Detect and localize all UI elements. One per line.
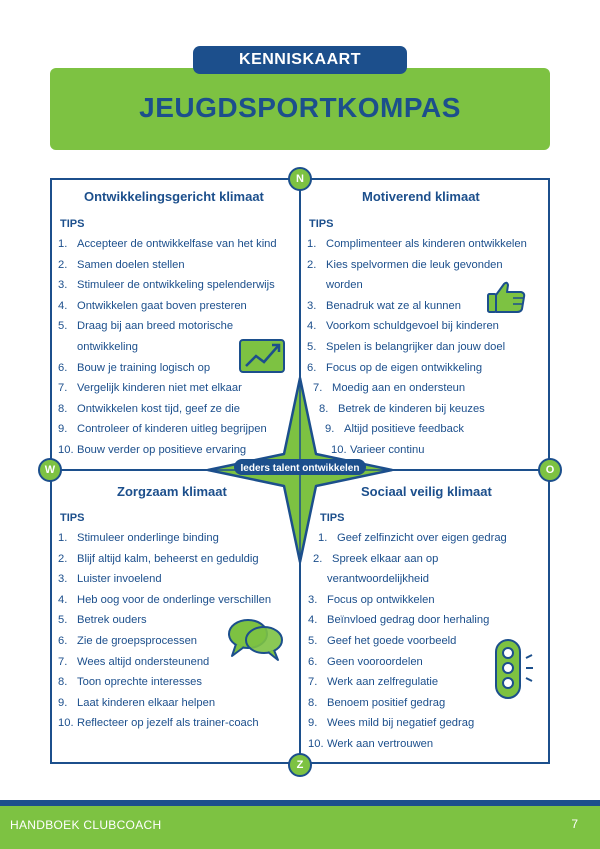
- list-item: ontwikkeling: [77, 340, 138, 353]
- footer: [0, 806, 600, 849]
- list-item: 9. Controleer of kinderen uitleg begrijpen: [58, 423, 267, 436]
- list-item: 10. Reflecteer op jezelf als trainer-coach: [58, 717, 259, 730]
- list-item: 9. Wees mild bij negatief gedrag: [308, 717, 475, 730]
- traffic-light-icon: [490, 636, 536, 706]
- tips-label: TIPS: [309, 218, 334, 230]
- list-item: 7. Vergelijk kinderen niet met elkaar: [58, 382, 242, 395]
- tips-label: TIPS: [320, 512, 345, 524]
- list-item: 6. Bouw je training logisch op: [58, 361, 211, 374]
- list-item: 10. Bouw verder op positieve ervaring: [58, 443, 247, 456]
- list-item: 3. Focus op ontwikkelen: [308, 593, 435, 606]
- list-item: 5. Betrek ouders: [58, 614, 147, 627]
- list-item: worden: [326, 279, 363, 292]
- list-item: 4. Heb oog voor de onderlinge verschillen: [58, 593, 272, 606]
- kenniskaart-tag: KENNISKAART: [193, 46, 407, 74]
- south-marker: Z: [288, 753, 312, 777]
- list-item: 9. Laat kinderen elkaar helpen: [58, 696, 216, 709]
- list-item: 4. Ontwikkelen gaat boven presteren: [58, 299, 247, 312]
- list-item: 7. Wees altijd ondersteunend: [58, 655, 210, 668]
- list-item: 5. Draag bij aan breed motorische: [58, 320, 234, 333]
- list-item: 1. Geef zelfinzicht over eigen gedrag: [318, 532, 507, 544]
- list-item: 8. Betrek de kinderen bij keuzes: [319, 402, 485, 415]
- list-item: 7. Moedig aan en ondersteun: [313, 382, 466, 395]
- list-item: 5. Geef het goede voorbeeld: [308, 634, 457, 647]
- quadrant-title-zorgzaam: Zorgzaam klimaat: [117, 484, 227, 499]
- list-item: 2. Samen doelen stellen: [58, 258, 185, 271]
- north-marker: N: [288, 167, 312, 191]
- list-item: 8. Toon oprechte interesses: [58, 676, 203, 689]
- list-item: 10. Varieer continu: [331, 443, 425, 456]
- list-item: 8. Benoem positief gedrag: [308, 696, 446, 709]
- quadrant-title-ontwikkelingsgericht: Ontwikkelingsgericht klimaat: [84, 189, 264, 204]
- list-item: 7. Werk aan zelfregulatie: [308, 676, 439, 689]
- east-marker: O: [538, 458, 562, 482]
- list-item: 3. Stimuleer de ontwikkeling spelenderwijs: [58, 279, 275, 292]
- list-item: 6. Geen vooroordelen: [308, 655, 423, 668]
- quadrant-title-motiverend: Motiverend klimaat: [362, 189, 480, 204]
- west-marker: W: [38, 458, 62, 482]
- page-title: JEUGDSPORTKOMPAS: [139, 92, 461, 123]
- list-item: 2. Spreek elkaar aan op: [313, 552, 439, 565]
- list-item: 4. Beïnvloed gedrag door herhaling: [308, 614, 490, 627]
- list-item: 2. Kies spelvormen die leuk gevonden: [307, 258, 503, 271]
- list-item: 6. Focus op de eigen ontwikkeling: [307, 361, 483, 374]
- speech-bubbles-icon: [226, 614, 286, 664]
- list-item: 4. Voorkom schuldgevoel bij kinderen: [307, 320, 499, 333]
- list-item: 10. Werk aan vertrouwen: [308, 737, 434, 750]
- list-item: 3. Benadruk wat ze al kunnen: [307, 299, 461, 312]
- title-banner: [50, 68, 550, 150]
- tips-label: TIPS: [60, 218, 85, 230]
- list-item: 1. Stimuleer onderlinge binding: [58, 532, 219, 544]
- compass-motto: Ieders talent ontwikkelen: [240, 463, 360, 474]
- growth-chart-icon: [238, 336, 290, 376]
- tips-label: TIPS: [60, 512, 85, 524]
- footer-title: HANDBOEK CLUBCOACH: [10, 818, 162, 832]
- list-item: 2. Blijf altijd kalm, beheerst en geduldig: [58, 552, 259, 565]
- list-item: 3. Luister invoelend: [58, 573, 162, 586]
- quadrant-title-sociaal-veilig: Sociaal veilig klimaat: [361, 484, 492, 499]
- thumbs-up-icon: [486, 280, 528, 314]
- list-item: 9. Altijd positieve feedback: [325, 423, 465, 436]
- list-item: 1. Complimenteer als kinderen ontwikkelen: [307, 238, 527, 250]
- list-item: 6. Zie de groepsprocessen: [58, 634, 198, 647]
- list-item: 5. Spelen is belangrijker dan jouw doel: [307, 340, 506, 353]
- list-item: 8. Ontwikkelen kost tijd, geef ze die: [58, 402, 240, 415]
- page-number: 7: [571, 817, 578, 831]
- list-item: 1. Accepteer de ontwikkelfase van het kind: [58, 238, 277, 250]
- list-item: verantwoordelijkheid: [327, 573, 429, 586]
